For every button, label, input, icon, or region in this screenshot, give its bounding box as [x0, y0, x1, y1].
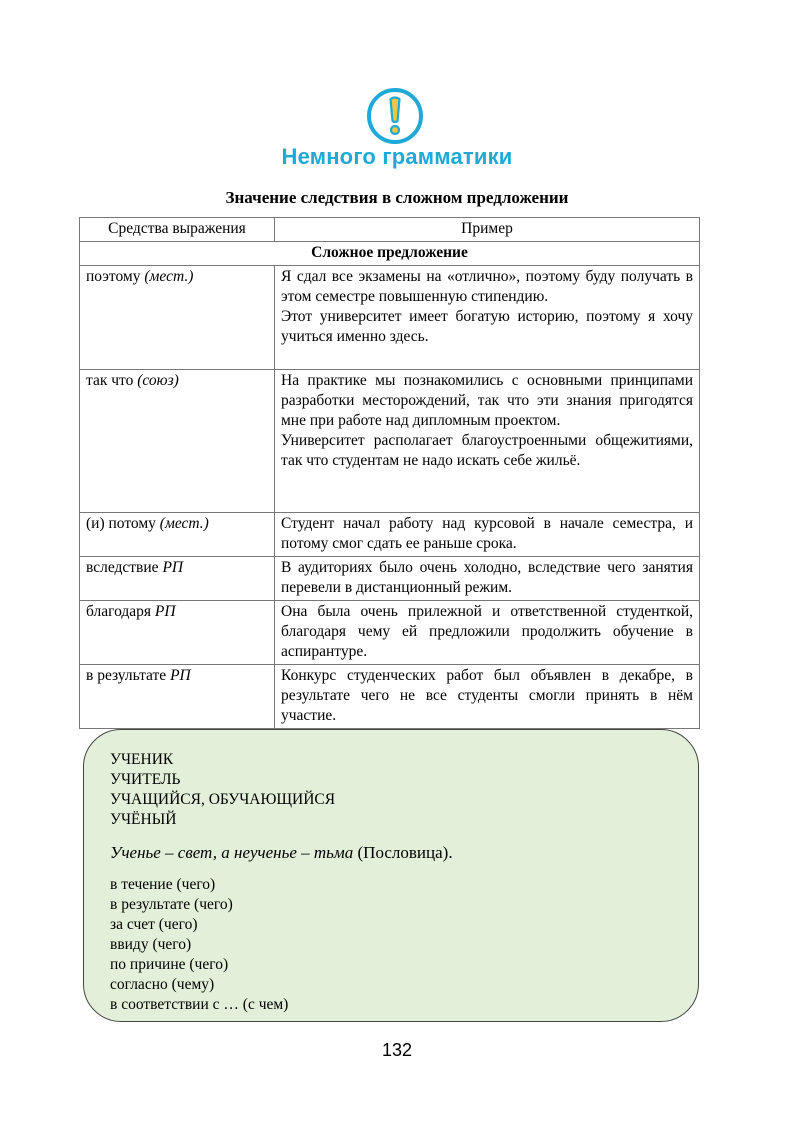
table-row: [80, 266, 700, 370]
example-sentence: Она была очень прилежной и ответственной студенткой, благодаря чему ей предложили продолжить обучение в аспирантуре.: [281, 603, 693, 660]
word-item: УЧИТЕЛЬ: [110, 771, 181, 788]
word-item: УЧАЩИЙСЯ, ОБУЧАЮЩИЙСЯ: [110, 791, 336, 808]
preposition-item: за счет (чего): [110, 916, 198, 933]
preposition-item: в соответствии с … (с чем): [110, 996, 289, 1013]
consequence-table: [79, 217, 700, 729]
means-note: РП: [170, 667, 191, 684]
example-cell: [275, 665, 700, 729]
example-cell: [275, 601, 700, 665]
example-sentence: Этот университет имеет богатую историю, поэтому я хочу учиться именно здесь.: [281, 308, 693, 345]
proverb-source: (Пословица).: [357, 843, 453, 862]
table-row: [80, 601, 700, 665]
means-note: РП: [162, 559, 184, 576]
proverb-text: Ученье – свет, а неученье – тьма: [110, 843, 354, 862]
means-note: (союз): [137, 372, 179, 389]
example-sentence: Студент начал работу над курсовой в начале семестра, и потому смог сдать ее раньше срока.: [281, 515, 693, 552]
means-word: (и) потому: [86, 515, 156, 532]
preposition-item: по причине (чего): [110, 956, 229, 973]
word-item: УЧЁНЫЙ: [110, 811, 177, 828]
means-word: так что: [86, 372, 134, 389]
proverb: [110, 842, 672, 864]
preposition-item: ввиду (чего): [110, 936, 192, 953]
table-row: [80, 513, 700, 557]
example-cell: [275, 370, 700, 513]
word-item: УЧЕНИК: [110, 751, 174, 768]
exclamation-circle-icon: [366, 87, 424, 145]
table-row: [80, 370, 700, 513]
word-family-list: [110, 750, 672, 830]
preposition-list: [110, 875, 672, 1015]
means-cell: [80, 370, 275, 513]
example-cell: [275, 557, 700, 601]
example-sentence: На практике мы познакомились с основными принципами разработки месторождений, так что эти знания пригодятся мне при работе над дипломным проектом.: [281, 372, 693, 429]
table-row: [80, 557, 700, 601]
means-note: РП: [154, 603, 176, 620]
vocabulary-box: [83, 729, 699, 1022]
column-header-means: Средства выражения: [80, 218, 275, 242]
page-number: 132: [381, 1040, 413, 1060]
preposition-item: согласно (чему): [110, 976, 215, 993]
section-heading: Немного грамматики: [281, 144, 513, 169]
means-word: в результате: [86, 667, 167, 684]
means-note: (мест.): [144, 268, 194, 285]
table-row: [80, 665, 700, 729]
means-cell: [80, 665, 275, 729]
example-sentence: Университет располагает благоустроенными общежитиями, так что студентам не надо искать себе жильё.: [281, 432, 693, 469]
means-word: поэтому: [86, 268, 141, 285]
means-word: благодаря: [86, 603, 152, 620]
table-header-row: [80, 218, 700, 242]
column-header-example: Пример: [275, 218, 700, 242]
means-cell: [80, 557, 275, 601]
example-cell: [275, 266, 700, 370]
example-sentence: В аудиториях было очень холодно, вследствие чего занятия перевели в дистанционный режим.: [281, 559, 693, 596]
means-note: (мест.): [159, 515, 209, 532]
example-cell: [275, 513, 700, 557]
document-title: Значение следствия в сложном предложении: [225, 188, 569, 207]
means-word: вследствие: [86, 559, 159, 576]
table-section-row: [80, 242, 700, 266]
example-sentence: Я сдал все экзамены на «отлично», поэтому буду получать в этом семестре повышенную стипендию.: [281, 268, 693, 305]
preposition-item: в результате (чего): [110, 896, 233, 913]
means-cell: [80, 266, 275, 370]
preposition-item: в течение (чего): [110, 876, 216, 893]
example-sentence: Конкурс студенческих работ был объявлен в декабре, в результате чего не все студенты смогли принять в нём участие.: [281, 667, 693, 724]
means-cell: [80, 513, 275, 557]
means-cell: [80, 601, 275, 665]
section-label: Сложное предложение: [80, 242, 700, 266]
